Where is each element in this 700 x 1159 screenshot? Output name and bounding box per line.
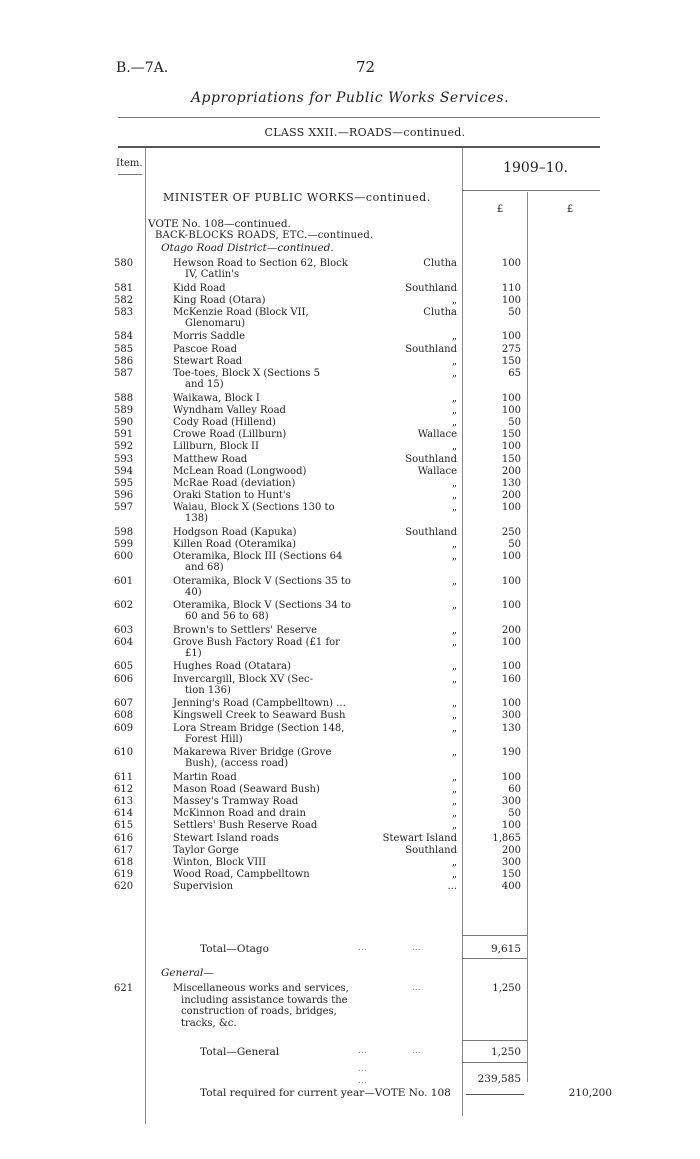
description-line: and 68) — [185, 562, 224, 574]
item-district: „ — [451, 783, 457, 795]
description-line: tion 136) — [185, 684, 231, 696]
item-number: 596 — [114, 490, 134, 502]
item-description — [173, 983, 373, 1029]
description-line: Invercargill, Block XV (Sec- — [173, 673, 314, 685]
item-number: 598 — [114, 526, 134, 538]
description-line: Oraki Station to Hunt's — [173, 490, 291, 502]
item-district: „ — [451, 355, 457, 367]
item-district: „ — [451, 294, 457, 306]
currency-symbol-b: £ — [566, 204, 574, 215]
item-district: „ — [451, 392, 457, 404]
item-amount: 150 — [501, 869, 521, 881]
item-number: 604 — [114, 636, 134, 648]
description-line: Massey's Tramway Road — [173, 795, 299, 807]
item-amount: 65 — [508, 368, 521, 379]
item-description — [173, 331, 373, 342]
description-line: construction of roads, bridges, — [181, 1006, 337, 1017]
item-description — [173, 283, 373, 294]
item-amount: 150 — [501, 453, 521, 465]
item-district: Wallace — [417, 429, 457, 441]
item-amount: 50 — [508, 416, 521, 428]
item-district: „ — [451, 490, 457, 502]
item-district: „ — [451, 771, 457, 783]
item-description — [173, 502, 373, 524]
item-amount: 100 — [501, 551, 521, 563]
item-description — [173, 441, 373, 452]
description-line: and 15) — [185, 379, 224, 390]
item-description — [173, 258, 373, 280]
item-description — [173, 527, 373, 538]
item-amount: 100 — [501, 636, 521, 648]
description-line: Lora Stream Bridge (Section 148, — [173, 722, 345, 734]
item-district: Clutha — [423, 258, 457, 269]
item-district: „ — [451, 661, 457, 673]
item-number: 599 — [114, 539, 134, 550]
item-description — [173, 808, 373, 819]
description-line: Hewson Road to Section 62, Block — [173, 258, 348, 269]
class-heading: CLASS XXII.—ROADS—continued. — [264, 126, 466, 139]
item-description — [173, 796, 373, 807]
description-line: including assistance towards the — [181, 994, 348, 1006]
description-line: Miscellaneous works and services, — [173, 983, 349, 994]
item-number: 618 — [114, 856, 134, 868]
item-district: Clutha — [423, 306, 457, 318]
item-description — [173, 674, 373, 696]
item-district: „ — [451, 441, 457, 453]
description-line: Settlers' Bush Reserve Road — [173, 820, 318, 832]
description-line: Jenning's Road (Campbelltown) ... — [173, 698, 346, 710]
item-number: 582 — [114, 294, 134, 306]
description-line: Cody Road (Hillend) — [173, 416, 276, 428]
item-number: 606 — [114, 673, 134, 685]
description-line: Brown's to Settlers' Reserve — [173, 624, 318, 636]
description-line: IV, Catlin's — [185, 269, 240, 280]
item-number: 609 — [114, 722, 134, 734]
item-district: Southland — [405, 844, 457, 856]
item-number: 602 — [114, 600, 134, 612]
item-district: Southland — [405, 282, 457, 294]
item-description — [173, 576, 373, 598]
total-required-rule — [466, 1094, 524, 1095]
item-amount: 100 — [501, 771, 521, 783]
leader-dots: ... — [412, 1046, 421, 1056]
item-amount: 100 — [501, 294, 521, 306]
total-required-amount: 210,200 — [568, 1087, 612, 1099]
item-amount: 150 — [501, 429, 521, 441]
item-number: 580 — [114, 258, 134, 269]
item-number: 600 — [114, 551, 134, 563]
item-amount: 60 — [508, 783, 521, 795]
item-district: „ — [451, 820, 457, 832]
leader-dots: ... — [412, 983, 421, 993]
item-number: 593 — [114, 453, 134, 465]
item-amount: 100 — [501, 820, 521, 832]
item-district: „ — [451, 575, 457, 587]
description-line: Lillburn, Block II — [173, 441, 259, 453]
item-description — [173, 881, 373, 892]
item-district: „ — [451, 404, 457, 416]
description-line: Glenomaru) — [185, 317, 246, 329]
item-number: 585 — [114, 343, 134, 355]
item-amount: 100 — [501, 575, 521, 587]
amount-column-divider — [527, 192, 528, 1082]
item-district: „ — [451, 551, 457, 563]
item-description — [173, 344, 373, 355]
item-number: 601 — [114, 575, 134, 587]
item-district: Southland — [405, 526, 457, 538]
total-general-label: Total—General — [200, 1046, 280, 1058]
item-description — [173, 454, 373, 465]
item-district: „ — [451, 747, 457, 758]
item-amount: 50 — [508, 808, 521, 820]
description-line: Oteramika, Block III (Sections 64 — [173, 551, 343, 563]
item-description — [173, 368, 373, 390]
item-amount: 200 — [501, 844, 521, 856]
item-number: 617 — [114, 844, 134, 856]
item-district: Stewart Island — [382, 832, 457, 844]
item-description — [173, 710, 373, 721]
description-line: Toe-toes, Block X (Sections 5 — [173, 368, 320, 379]
item-district: ... — [447, 881, 457, 893]
item-amount: 275 — [501, 343, 521, 355]
description-line: Waikawa, Block I — [173, 392, 260, 404]
item-amount: 200 — [501, 624, 521, 636]
item-description — [173, 490, 373, 501]
total-required-label: Total required for current year—VOTE No. 108 — [200, 1087, 451, 1099]
item-description — [173, 393, 373, 404]
general-heading: General— — [161, 967, 214, 979]
item-district: „ — [451, 673, 457, 685]
item-description — [173, 295, 373, 306]
item-amount: 50 — [508, 539, 521, 550]
description-line: Wyndham Valley Road — [173, 404, 286, 416]
item-description — [173, 845, 373, 856]
item-district: Southland — [405, 453, 457, 465]
description-line: King Road (Otara) — [173, 294, 266, 306]
item-district: „ — [451, 698, 457, 710]
item-amount: 400 — [501, 881, 521, 893]
general-total-rule — [462, 1062, 527, 1063]
description-line: Hodgson Road (Kapuka) — [173, 526, 297, 538]
item-description — [173, 478, 373, 489]
item-district: „ — [451, 795, 457, 807]
item-description — [173, 857, 373, 868]
total-otago-amount: 9,615 — [490, 943, 521, 955]
item-description — [173, 820, 373, 831]
item-district: „ — [451, 722, 457, 734]
description-line: Morris Saddle — [173, 331, 246, 343]
item-amount: 100 — [501, 502, 521, 514]
item-number: 603 — [114, 624, 134, 636]
item-number: 608 — [114, 710, 134, 722]
item-amount: 250 — [501, 526, 521, 538]
item-amount: 300 — [501, 795, 521, 807]
description-line: Matthew Road — [173, 453, 248, 465]
currency-symbol-a: £ — [496, 204, 504, 215]
description-line: Winton, Block VIII — [173, 856, 267, 868]
vote-sum-amount: 239,585 — [477, 1073, 521, 1085]
description-line: McRae Road (deviation) — [173, 477, 296, 489]
item-description — [173, 747, 373, 769]
item-district: „ — [451, 539, 457, 550]
leader-dots: ... — [412, 943, 421, 953]
description-line: Killen Road (Oteramika) — [173, 539, 297, 550]
item-number: 589 — [114, 404, 134, 416]
item-description — [173, 539, 373, 550]
item-number: 619 — [114, 869, 134, 881]
item-number: 597 — [114, 502, 134, 514]
item-column-header: Item. — [116, 158, 143, 169]
description-line: Stewart Island roads — [173, 832, 279, 844]
item-description — [173, 405, 373, 416]
item-description — [173, 625, 373, 636]
description-line: Pascoe Road — [173, 343, 238, 355]
item-description — [173, 356, 373, 367]
item-description — [173, 869, 373, 880]
item-number: 594 — [114, 465, 134, 477]
item-amount: 110 — [501, 282, 521, 294]
item-amount: 190 — [501, 747, 521, 758]
item-description — [173, 784, 373, 795]
item-number: 612 — [114, 783, 134, 795]
description-line: Stewart Road — [173, 355, 243, 367]
item-district: „ — [451, 808, 457, 820]
item-number: 614 — [114, 808, 134, 820]
item-number: 592 — [114, 441, 134, 453]
leader-dots: ... — [358, 943, 367, 953]
item-number: 605 — [114, 661, 134, 673]
item-district: „ — [451, 477, 457, 489]
item-number: 586 — [114, 355, 134, 367]
item-number: 610 — [114, 747, 134, 758]
item-district: „ — [451, 416, 457, 428]
item-description — [173, 307, 373, 329]
item-number: 611 — [114, 771, 134, 783]
page-code: B.—7A. — [116, 60, 169, 76]
item-number: 587 — [114, 368, 134, 379]
item-amount: 200 — [501, 490, 521, 502]
description-line: McLean Road (Longwood) — [173, 465, 307, 477]
item-district: „ — [451, 600, 457, 612]
description-line: Mason Road (Seaward Bush) — [173, 783, 320, 795]
item-number: 583 — [114, 306, 134, 318]
item-amount: 100 — [501, 392, 521, 404]
item-district: Wallace — [417, 465, 457, 477]
description-line: Taylor Gorge — [173, 844, 239, 856]
item-number: 615 — [114, 820, 134, 832]
item-amount: 130 — [501, 722, 521, 734]
item-amount: 1,865 — [492, 832, 521, 844]
district-heading: Otago Road District—continued. — [161, 242, 334, 254]
item-description — [173, 429, 373, 440]
item-number: 613 — [114, 795, 134, 807]
item-amount: 100 — [501, 661, 521, 673]
item-district: „ — [451, 368, 457, 379]
description-line: Supervision — [173, 881, 234, 893]
page-number: 72 — [356, 58, 376, 76]
otago-subtotal-rule — [462, 935, 527, 936]
item-amount: 100 — [501, 698, 521, 710]
description-line: Bush), (access road) — [185, 758, 289, 769]
item-description — [173, 637, 373, 659]
item-description — [173, 551, 373, 573]
item-description — [173, 723, 373, 745]
description-line: 138) — [185, 513, 208, 525]
item-number: 620 — [114, 881, 134, 893]
item-district: „ — [451, 624, 457, 636]
item-description — [173, 661, 373, 672]
leader-dots: ... — [358, 1076, 367, 1086]
item-amount: 100 — [501, 258, 521, 269]
item-description — [173, 772, 373, 783]
total-general-amount: 1,250 — [490, 1046, 521, 1058]
description-line: Oteramika, Block V (Sections 35 to — [173, 575, 351, 587]
description-line: £1) — [185, 647, 202, 659]
item-amount: 300 — [501, 856, 521, 868]
item-district: „ — [451, 502, 457, 514]
item-number: 581 — [114, 282, 134, 294]
item-district: „ — [451, 331, 457, 343]
item-amount: 100 — [501, 331, 521, 343]
description-line: Waiau, Block X (Sections 130 to — [173, 502, 335, 514]
description-line: 60 and 56 to 68) — [185, 611, 269, 623]
description-line: Hughes Road (Otatara) — [173, 661, 292, 673]
item-district: „ — [451, 710, 457, 722]
table-top-rule — [118, 146, 600, 148]
item-description — [173, 417, 373, 428]
item-number: 584 — [114, 331, 134, 343]
description-line: Martin Road — [173, 771, 237, 783]
item-district: „ — [451, 856, 457, 868]
item-number: 607 — [114, 698, 134, 710]
item-number: 588 — [114, 392, 134, 404]
item-description — [173, 698, 373, 709]
item-amount: 130 — [501, 477, 521, 489]
description-line: Wood Road, Campbelltown — [173, 869, 310, 881]
item-column-divider — [145, 148, 146, 1124]
minister-heading: MINISTER OF PUBLIC WORKS—continued. — [163, 191, 431, 204]
leader-dots: ... — [358, 1064, 367, 1074]
item-amount: 100 — [501, 404, 521, 416]
page-title: Appropriations for Public Works Services. — [190, 90, 510, 106]
item-district: „ — [451, 636, 457, 648]
description-line: Forest Hill) — [185, 733, 243, 745]
description-line: McKenzie Road (Block VII, — [173, 306, 309, 318]
item-amount: 100 — [501, 600, 521, 612]
item-description — [173, 833, 373, 844]
item-district: „ — [451, 869, 457, 881]
item-amount: 200 — [501, 465, 521, 477]
otago-total-rule — [462, 958, 527, 959]
vote-heading: VOTE No. 108—continued. — [148, 218, 291, 230]
description-line: Kingswell Creek to Seaward Bush — [173, 710, 346, 722]
item-amount: 100 — [501, 441, 521, 453]
subheading: BACK-BLOCKS ROADS, ETC.—continued. — [155, 230, 374, 241]
item-number: 621 — [114, 983, 134, 994]
description-line: Grove Bush Factory Road (£1 for — [173, 636, 340, 648]
item-amount: 150 — [501, 355, 521, 367]
item-description — [173, 600, 373, 622]
item-amount: 1,250 — [492, 983, 521, 994]
year-header-rule — [462, 190, 600, 191]
item-header-rule — [118, 174, 142, 175]
item-district: Southland — [405, 343, 457, 355]
description-line: McKinnon Road and drain — [173, 808, 306, 820]
year-column-header: 1909–10. — [503, 160, 568, 176]
description-line: Oteramika, Block V (Sections 34 to — [173, 600, 351, 612]
item-number: 595 — [114, 477, 134, 489]
description-line: Crowe Road (Lillburn) — [173, 429, 287, 441]
total-otago-label: Total—Otago — [200, 943, 269, 955]
district-column-divider — [462, 148, 463, 1116]
item-amount: 160 — [501, 673, 521, 685]
description-line: tracks, &c. — [181, 1017, 237, 1029]
item-number: 616 — [114, 832, 134, 844]
item-amount: 300 — [501, 710, 521, 722]
item-number: 591 — [114, 429, 134, 441]
item-number: 590 — [114, 416, 134, 428]
description-line: Makarewa River Bridge (Grove — [173, 747, 332, 758]
header-rule — [118, 117, 600, 118]
leader-dots: ... — [358, 1046, 367, 1056]
item-description — [173, 466, 373, 477]
description-line: 40) — [185, 586, 202, 598]
item-amount: 50 — [508, 306, 521, 318]
description-line: Kidd Road — [173, 282, 226, 294]
general-subtotal-rule — [462, 1040, 527, 1041]
